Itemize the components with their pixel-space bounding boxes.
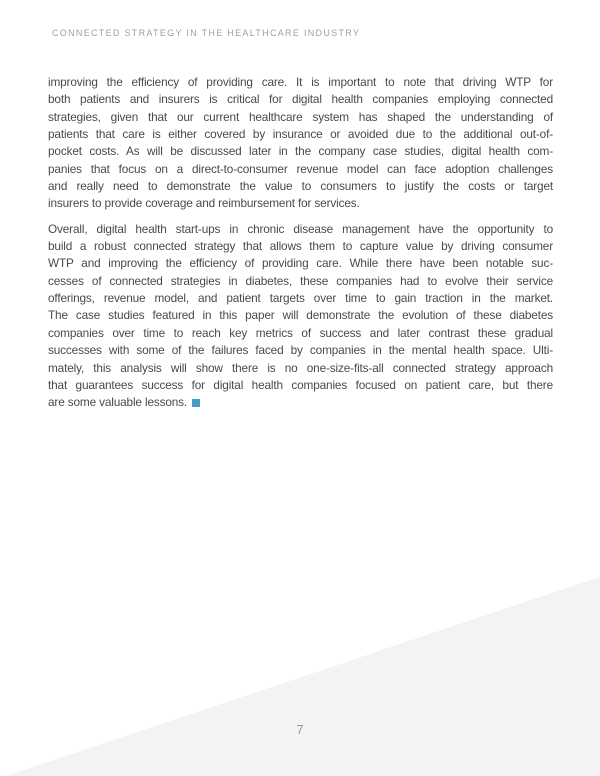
paragraph-2 <box>48 221 553 412</box>
text-line-final: are some valuable lessons. <box>48 395 188 410</box>
text-line: pocket costs. As will be discussed later in the company case studies, digital health com- <box>48 144 553 159</box>
text-line: successes with some of the failures faced by companies in the mental health space. Ulti- <box>48 343 553 358</box>
text-line: improving the efficiency of providing care. It is important to note that driving WTP for <box>48 75 553 89</box>
running-header: CONNECTED STRATEGY IN THE HEALTHCARE INDUSTRY <box>52 28 361 38</box>
text-line: both patients and insurers is critical for digital health companies employing connected <box>48 92 553 107</box>
end-of-article-square-icon <box>192 399 200 407</box>
text-line: cesses of connected strategies in diabetes, these companies had to evolve their service <box>48 273 553 288</box>
text-line: and really need to demonstrate the value to consumers to justify the costs or target <box>48 179 553 194</box>
text-line: WTP and improving the efficiency of providing care. While there have been notable suc- <box>48 256 553 271</box>
text-line: insurers to provide coverage and reimbursement for services. <box>48 196 360 211</box>
paragraph-1 <box>48 74 553 213</box>
body-text <box>48 74 553 420</box>
text-line: mately, this analysis will show there is no one-size-fits-all connected strategy approach <box>48 360 553 375</box>
text-line <box>48 394 553 411</box>
text-line: companies over time to reach key metrics of success and later contrast these gradual <box>48 325 553 340</box>
text-line: strategies, given that our current healthcare system has shaped the understanding of <box>48 109 553 124</box>
page-number: 7 <box>296 722 304 737</box>
text-line: offerings, revenue model, and patient targets over time to gain traction in the market. <box>48 291 553 306</box>
text-line: panies that focus on a direct-to-consumer revenue model can face adoption challenges <box>48 161 553 176</box>
decorative-diagonal-wedge <box>0 556 600 776</box>
text-line: The case studies featured in this paper will demonstrate the evolution of these diabetes <box>48 308 553 323</box>
text-line: build a robust connected strategy that allows them to capture value by driving consumer <box>48 239 553 254</box>
text-line: that guarantees success for digital health companies focused on patient care, but there <box>48 377 553 392</box>
text-line: Overall, digital health start-ups in chronic disease management have the opportunity to <box>48 221 553 236</box>
text-line: patients that care is either covered by insurance or avoided due to the additional out-of- <box>48 127 553 142</box>
